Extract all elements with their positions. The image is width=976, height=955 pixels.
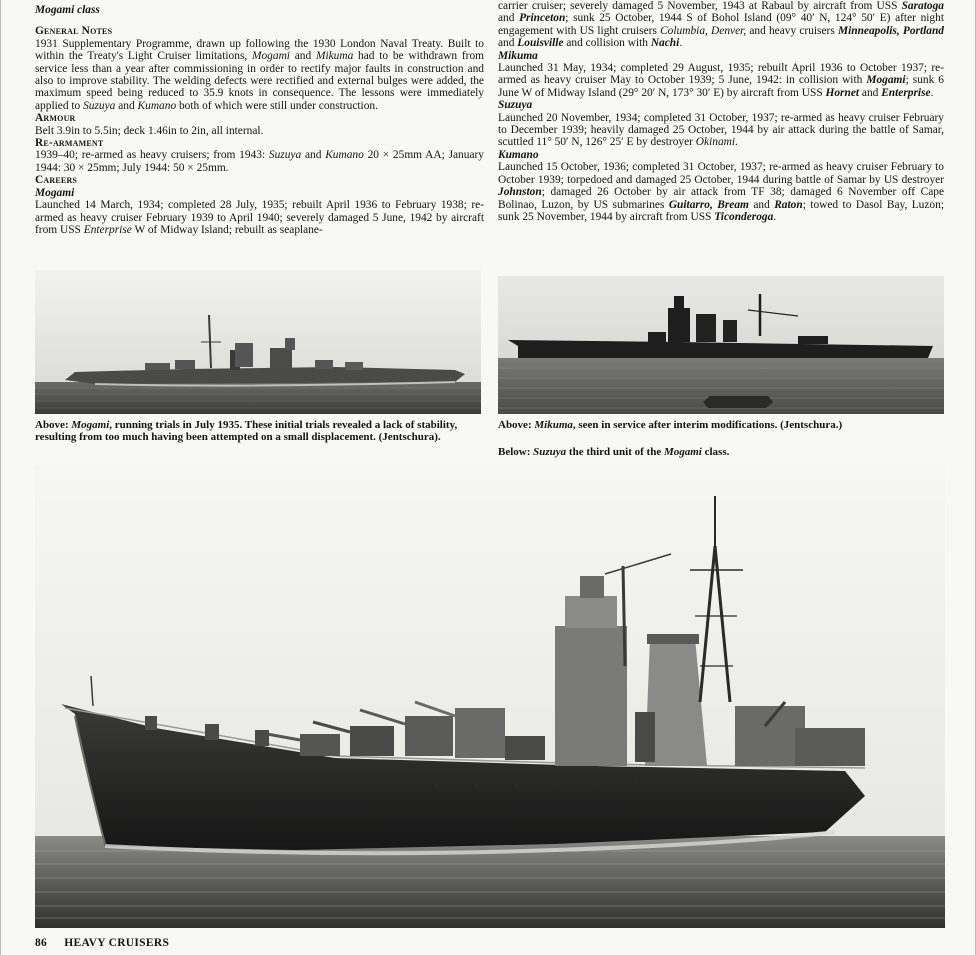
mogami-career-paragraph: Launched 14 March, 1934; completed 28 July, 1935; rebuilt April 1936 to February 1938; re-armed as heavy cruiser February 1939 to April 1940; severely damaged 5 June, 1942 by aircraft from USS Enterprise W of Midway Island; rebuilt as seaplane- — [35, 199, 484, 236]
armour-paragraph: Belt 3.9in to 5.5in; deck 1.46in to 2in, all internal. — [35, 124, 264, 137]
mogami-career-continued: carrier cruiser; severely damaged 5 November, 1943 at Rabaul by aircraft from USS Saratoga and Princeton; sunk 25 October, 1944 S of Bohol Island (09° 40′ N, 124° 50′ E) after night engagement with US light cruisers Columbia, Denver, and heavy cruisers Minneapolis, Portland and Louisville and collision with Nachi. — [498, 0, 945, 50]
section-title: HEAVY CRUISERS — [64, 937, 170, 949]
page-number: 86 — [35, 937, 48, 949]
mogami-career-heading: Mogami — [35, 186, 75, 199]
armour-heading: Armour — [35, 112, 76, 125]
suzuya-career-paragraph: Launched 20 November, 1934; completed 31 October, 1937; re-armed as heavy cruiser February to December 1939; heavily damaged 25 October, 1944 by air attack during the battle of Samar, scuttled 11° 50′ N, 126° 25′ E by destroyer Okinami. — [498, 111, 944, 149]
page-footer — [35, 937, 169, 949]
suzuya-photo-caption: Below: Suzuya the third unit of the Mogami class. — [498, 446, 730, 458]
rearmament-heading: Re-armament — [35, 137, 104, 150]
mogami-photo-caption: Above: Mogami, running trials in July 1935. These initial trials revealed a lack of stability, resulting from too much having been attempted on a small displacement. (Jentschura). — [35, 419, 458, 443]
suzuya-ship-image — [35, 466, 945, 928]
mikuma-career-heading: Mikuma — [498, 49, 538, 62]
careers-heading: Careers — [35, 174, 78, 187]
right-text-column — [498, 0, 944, 223]
kumano-career-paragraph: Launched 15 October, 1936; completed 31 October, 1937; re-armed as heavy cruiser February to October 1939; torpedoed and damaged 25 October, 1944 during battle of Samar by US destroyer Johnston; damaged 26 October by air attack from TF 38; damaged 6 November off Cape Bolinao, Luzon, by US submarines Guitarro, Bream and Raton; towed to Dasol Bay, Luzon; sunk 25 November, 1944 by aircraft from USS Ticonderoga. — [498, 161, 944, 223]
mogami-ship-image — [35, 270, 481, 414]
kumano-career-heading: Kumano — [498, 148, 539, 161]
suzuya-career-heading: Suzuya — [498, 99, 533, 112]
mikuma-photo — [498, 276, 944, 414]
general-notes-paragraph: 1931 Supplementary Programme, drawn up following the 1930 London Naval Treaty. Built to within the Treaty's Light Cruiser limitations, Mogami and Mikuma had to be withdrawn from service less than a year after commissioning in order to rectify major faults in construction and also to improve stability. The welding defects were rectified and external bulges were added, the maximum speed being reduced to 35.9 knots in consequence. The lessons were immediately applied to Suzuya and Kumano both of which were still under construction. — [35, 37, 485, 112]
suzuya-photo — [35, 466, 945, 928]
mikuma-career-paragraph: Launched 31 May, 1934; completed 29 August, 1935; rebuilt April 1936 to October 1937; re-armed as heavy cruiser May to October 1939; 5 June, 1942: in collision with Mogami; sunk 6 June W of Midway Island (29° 20′ N, 173° 30′ E) by aircraft from USS Hornet and Enterprise. — [498, 62, 944, 99]
mikuma-photo-caption: Above: Mikuma, seen in service after interim modifications. (Jentschura.) — [498, 419, 843, 431]
mikuma-ship-image — [498, 276, 944, 414]
rearmament-paragraph: 1939–40; re-armed as heavy cruisers; from 1943: Suzuya and Kumano 20 × 25mm AA; January 1944: 30 × 25mm; July 1944: 50 × 25mm. — [35, 149, 484, 174]
class-title: Mogami class — [35, 4, 100, 16]
general-notes-heading: General Notes — [35, 25, 113, 38]
left-text-column — [35, 4, 484, 236]
mogami-photo — [35, 270, 481, 414]
